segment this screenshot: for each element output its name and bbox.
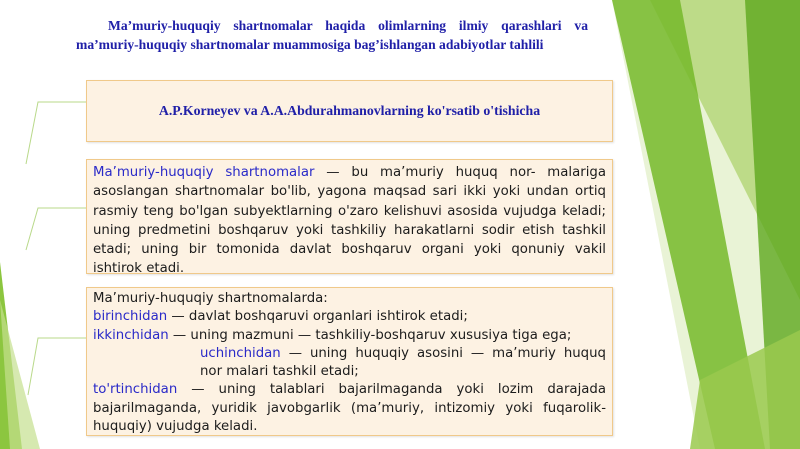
feature-item-1 <box>93 308 606 326</box>
feature-item-4 <box>93 381 606 436</box>
slide-title: Ma’muriy-huquqiy shartnomalar haqida olimlarning ilmiy qarashlari va ma’muriy-huquqiy shartnomalar muammosiga bag’ishlangan adabiyotlar tahlili <box>76 18 588 52</box>
source-box-text: A.P.Korneyev va A.A.Abdurahmanovlarning ko'rsatib o'tishicha <box>158 103 541 118</box>
feature-key-4: to'rtinchidan <box>93 382 178 398</box>
connector-line-1 <box>26 102 86 164</box>
definition-term: Ma’muriy-huquqiy shartnomalar <box>93 165 315 180</box>
feature-item-2 <box>93 327 606 345</box>
source-box <box>86 80 613 142</box>
feature-item-3 <box>93 345 606 382</box>
features-box <box>86 287 613 436</box>
feature-text-3: — uning huquqiy asosini — ma’muriy huquq nor malari tashkil etadi; <box>200 345 606 380</box>
feature-text-4: — uning talablari bajarilmaganda yoki lozim darajada bajarilmaganda, yuridik javobgarlik (ma’muriy, intizomiy yoki fuqarolik-huquqiy) vujudga keladi. <box>93 382 606 435</box>
connector-line-2 <box>26 208 86 250</box>
definition-box <box>86 159 613 277</box>
feature-text-1: — davlat boshqaruvi organlari ishtirok etadi; <box>167 309 468 325</box>
feature-key-2: ikkinchidan <box>93 327 169 343</box>
feature-text-2: — uning mazmuni — tashkiliy-boshqaruv xususiya tiga ega; <box>168 327 572 343</box>
feature-key-1: birinchidan <box>93 309 168 325</box>
definition-paragraph <box>93 163 606 279</box>
definition-text: — bu ma’muriy huquq nor- malariga asoslangan shartnomalar bo'lib, yagona maqsad sari ikki yoki undan ortiq rasmiy teng bo'lgan subyektlarning o'zaro kelishuvi asosida vujudga keladi; uning predmetini boshqaruv yoki tashkiliy harakatlarni sodir etish tashkil etadi; uning bir tomonida davlat boshqaruv organi yoki qonuniy vakil ishtirok etadi. <box>93 165 606 277</box>
feature-key-3: uchinchidan <box>200 345 281 361</box>
connector-line-3 <box>28 338 86 395</box>
features-intro: Ma’muriy-huquqiy shartnomalarda: <box>93 291 328 306</box>
